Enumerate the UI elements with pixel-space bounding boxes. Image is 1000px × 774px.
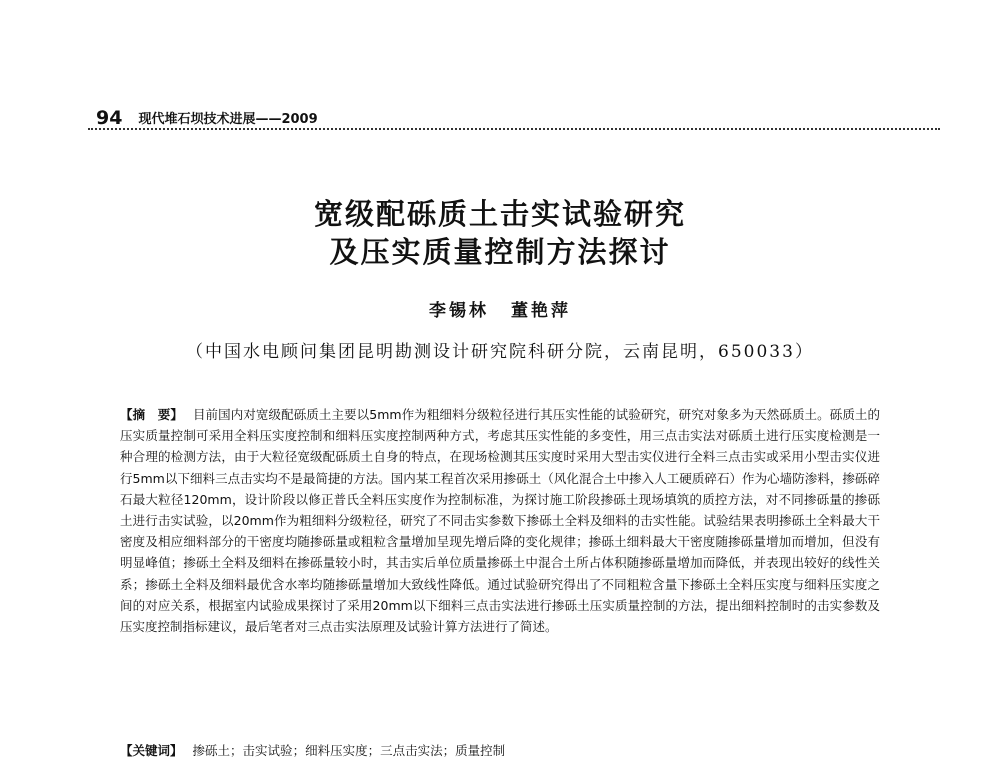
abstract-label: 【摘 要】 [120, 407, 183, 422]
abstract [120, 404, 880, 637]
paper-title-line-1: 宽级配砾质土击实试验研究 [313, 197, 686, 231]
author-name: 李锡林 [429, 301, 489, 321]
keyword: 掺砾土 [192, 743, 231, 758]
running-header [96, 96, 936, 128]
keywords [120, 741, 880, 761]
keyword: ； 三点击实法 [368, 743, 443, 758]
header-dotted-rule [88, 128, 940, 130]
paper-title-line-2: 及压实质量控制方法探讨 [329, 235, 671, 269]
author-name: 董艳萍 [511, 301, 571, 321]
abstract-text: 目前国内对宽级配砾质土主要以5mm作为粗细料分级粒径进行其压实性能的试验研究，研究对象多为天然砾质土。砾质土的压实质量控制可采用全料压实度控制和细料压实度控制两种方式，考虑其压实性能的多变性，用三点击实法对砾质土进行压实度检测是一种合理的检测方法，由于大粒径宽级配砾质土自身的特点，在现场检测其压实度时采用大型击实仪进行全料三点击实或采用小型击实仪进行5mm以下细料三点击实均不是最简捷的方法。国内某工程首次采用掺砾土（风化混合土中掺入人工硬质碎石）作为心墙防渗料，掺砾碎石最大粒径120mm，设计阶段以修正普氏全料压实度作为控制标准，为探讨施工阶段掺砾土现场填筑的质控方法，对不同掺砾量的掺砾土进行击实试验，以20mm作为粗细料分级粒径，研究了不同击实参数下掺砾土全料及细料的击实性能。试验结果表明掺砾土全料最大干密度及相应细料部分的干密度均随掺砾量或粗粒含量增加呈现先增后降的变化规律；掺砾土细料最大干密度随掺砾量增加而增加，但没有明显峰值；掺砾土全料及细料在掺砾量较小时，其击实后单位质量掺砾土中混合土所占体积随掺砾量增加而降低，并表现出较好的线性关系；掺砾土全料及细料最优含水率均随掺砾量增加大致线性降低。通过试验研究得出了不同粗粒含量下掺砾土全料压实度与细料压实度之间的对应关系，根据室内试验成果探讨了采用20mm以下细料三点击实法进行掺砾土压实质量控制的方法，提出细料控制时的击实参数及压实度控制指标建议，最后笔者对三点击实法原理及试验计算方法进行了简述。 [120, 407, 880, 635]
keyword: ； 细料压实度 [293, 743, 368, 758]
author-list [0, 296, 1000, 321]
keyword: ； 击实试验 [230, 743, 293, 758]
keyword: ； 质量控制 [443, 743, 506, 758]
page-number: 94 [96, 107, 123, 129]
keywords-label: 【关键词】 [120, 743, 183, 758]
journal-title: 现代堆石坝技术进展——2009 [138, 112, 318, 127]
affiliation: （中国水电顾问集团昆明勘测设计研究院科研分院，云南昆明，650033） [186, 342, 814, 362]
